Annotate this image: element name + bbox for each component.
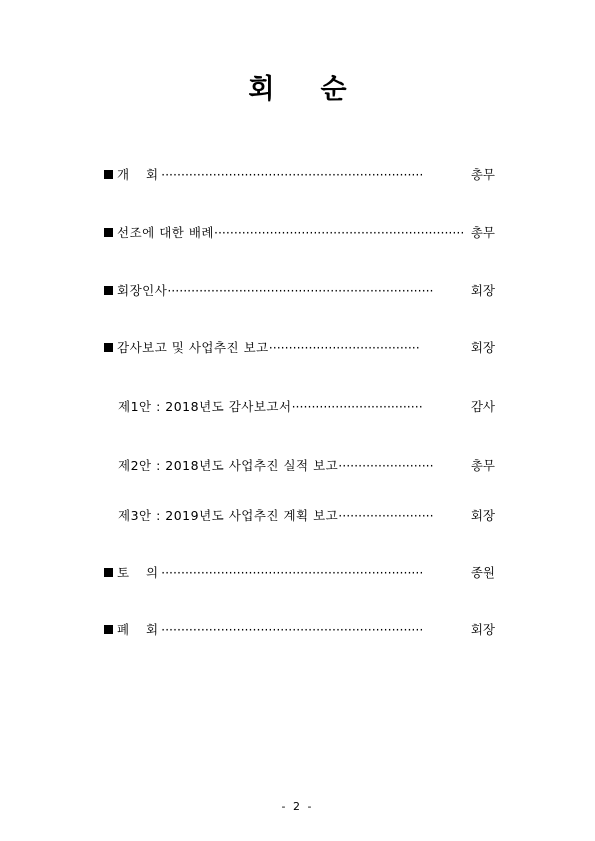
agenda-item-responsible: 종원 [470, 565, 495, 580]
agenda-item-label: 제3안 : 2019년도 사업추진 계획 보고 [118, 508, 339, 523]
agenda-item-responsible: 회장 [470, 622, 495, 637]
agenda-subitem-2 [0, 456, 595, 476]
agenda-item-responsible: 회장 [470, 283, 495, 298]
agenda-subitem-3 [0, 506, 595, 526]
agenda-item-ancestor-rite [0, 223, 595, 243]
agenda-item-label: 제1안 : 2018년도 감사보고서 [118, 399, 292, 414]
agenda-item-label: 선조에 대한 배례 [117, 225, 214, 240]
agenda-item-label: 폐 회 [117, 622, 162, 637]
bullet-square-icon [104, 286, 113, 295]
agenda-item-responsible: 총무 [470, 458, 495, 473]
bullet-square-icon [104, 170, 113, 179]
agenda-item-opening [0, 165, 595, 185]
leader-dots: ························ [338, 458, 434, 473]
page-number: - 2 - [281, 800, 314, 813]
bullet-square-icon [104, 625, 113, 634]
leader-dots: ······························································· [213, 225, 465, 240]
leader-dots: ·································································· [161, 167, 424, 182]
agenda-item-label: 감사보고 및 사업추진 보고 [117, 340, 269, 355]
agenda-item-responsible: 총무 [470, 225, 495, 240]
leader-dots: ························ [338, 508, 434, 523]
leader-dots: ··································································· [167, 283, 434, 298]
agenda-item-label: 토 의 [117, 565, 162, 580]
bullet-square-icon [104, 228, 113, 237]
bullet-square-icon [104, 343, 113, 352]
agenda-item-responsible: 감사 [470, 399, 495, 414]
agenda-item-responsible: 회장 [470, 340, 495, 355]
agenda-item-discussion [0, 563, 595, 583]
bullet-square-icon [104, 568, 113, 577]
agenda-item-responsible: 회장 [470, 508, 495, 523]
title-part-1: 회 [248, 74, 275, 105]
agenda-item-greeting [0, 281, 595, 301]
page-title [0, 74, 595, 106]
agenda-item-audit-report [0, 338, 595, 358]
leader-dots: ·································································· [161, 565, 424, 580]
agenda-item-label: 개 회 [117, 167, 162, 182]
agenda-subitem-1 [0, 397, 595, 417]
agenda-item-responsible: 총무 [470, 167, 495, 182]
leader-dots: ································· [291, 399, 423, 414]
leader-dots: ·································································· [161, 622, 424, 637]
title-part-2: 순 [320, 74, 347, 105]
agenda-item-closing [0, 620, 595, 640]
leader-dots: ······································ [268, 340, 420, 355]
agenda-item-label: 제2안 : 2018년도 사업추진 실적 보고 [118, 458, 339, 473]
agenda-item-label: 회장인사 [117, 283, 168, 298]
